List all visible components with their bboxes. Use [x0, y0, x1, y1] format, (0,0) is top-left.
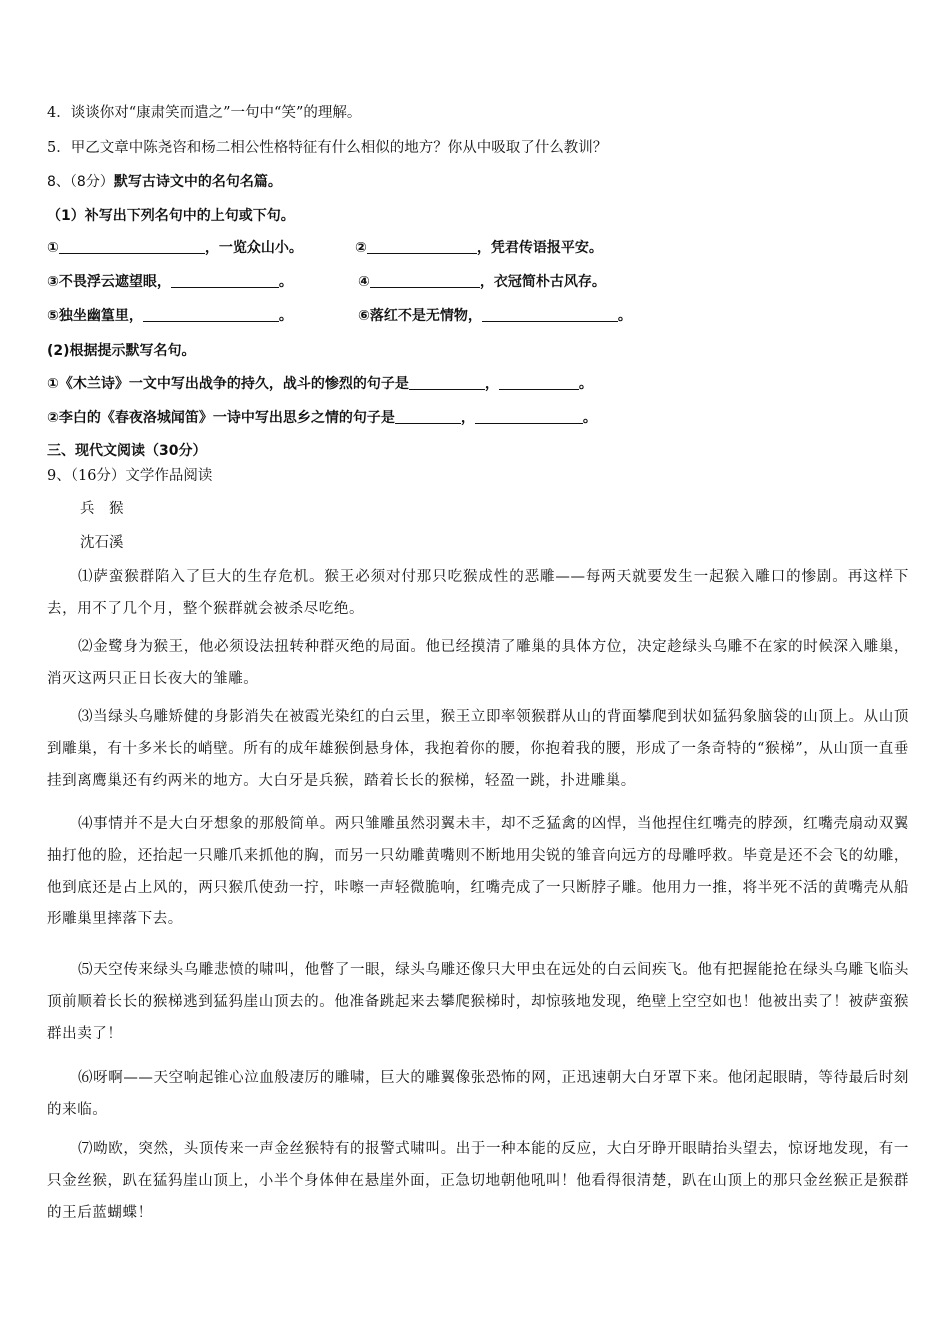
question-9-heading: 9、（16分）文学作品阅读 [47, 468, 213, 484]
question-8-sub1: （1）补写出下列名句中的上句或下句。 [47, 208, 295, 224]
question-5: 5．甲乙文章中陈尧咨和杨二相公性格特征有什么相似的地方？你从中吸取了什么教训？ [47, 140, 608, 156]
article-paragraph-7: ⑺呦欧，突然，头顶传来一声金丝猴特有的报警式啸叫。出于一种本能的反应，大白牙睁开眼睛抬头望去，惊讶地发现，有一只金丝猴，趴在猛犸崖山顶上，小半个身体伸在悬崖外面，正急切地朝他吼叫！他看得很清楚，趴在山顶上的那只金丝猴正是猴群的王后蓝蝴蝶！ [47, 1141, 909, 1221]
question-4: 4．谈谈你对“康肃笑而遣之”一句中“笑”的理解。 [47, 105, 362, 121]
article-paragraph-2: ⑵金鹭身为猴王，他必须设法扭转种群灭绝的局面。他已经摸清了雕巢的具体方位，决定趁绿头乌雕不在家的时候深入雕巢，消灭这两只正日长夜大的雏雕。 [47, 639, 909, 687]
question-8-sub2: (2)根据提示默写名句。 [47, 343, 196, 359]
fill-row-3 [47, 306, 910, 326]
fill-row-1 [47, 238, 910, 258]
blank-line[interactable] [367, 239, 477, 254]
fill-item-6: ⑥落红不是无情物， 。 [358, 308, 632, 324]
blank-line[interactable] [499, 375, 579, 390]
blank-line[interactable] [59, 239, 205, 254]
fill-item-3: ③不畏浮云遮望眼， 。 [47, 274, 293, 290]
article-author: 沈石溪 [80, 535, 124, 551]
article-paragraph-1: ⑴萨蛮猴群陷入了巨大的生存危机。猴王必须对付那只吃猴成性的恶雕——每两天就要发生一起猴入雕口的惨剧。再这样下去，用不了几个月，整个猴群就会被杀尽吃绝。 [47, 569, 909, 617]
question-8-number: 8、（8分） [47, 174, 114, 190]
article-paragraph-4: ⑷事情并不是大白牙想象的那般简单。两只雏雕虽然羽翼未丰，却不乏猛禽的凶悍，当他捏住红嘴壳的脖颈，红嘴壳扇动双翼抽打他的脸，还抬起一只雕爪来抓他的胸，而另一只幼雕黄嘴则不断地用尖锐的雏音向远方的母雕呼救。毕竟是还不会飞的幼雕，他到底还是占上风的，两只猴爪使劲一拧，咔嚓一声轻微脆响，红嘴壳成了一只断脖子雕。他用力一推，将半死不活的黄嘴壳从船形雕巢里摔落下去。 [47, 816, 909, 928]
fill-item-2: ② ，凭君传语报平安。 [355, 240, 603, 256]
question-8-heading [47, 172, 910, 192]
hint-row-1: ①《木兰诗》一文中写出战争的持久，战斗的惨烈的句子是 ， 。 [47, 376, 593, 392]
blank-line[interactable] [475, 409, 583, 424]
blank-line[interactable] [409, 375, 485, 390]
question-8-title: 默写古诗文中的名句名篇。 [113, 174, 282, 190]
article-paragraph-6: ⑹呀啊——天空响起锥心泣血般凄厉的雕啸，巨大的雕翼像张恐怖的网，正迅速朝大白牙罩下来。他闭起眼睛，等待最后时刻的来临。 [47, 1070, 909, 1118]
fill-item-5: ⑤独坐幽篁里， 。 [47, 308, 293, 324]
blank-line[interactable] [143, 307, 279, 322]
blank-line[interactable] [370, 273, 480, 288]
blank-line[interactable] [171, 273, 279, 288]
article-paragraph-5: ⑸天空传来绿头乌雕悲愤的啸叫，他瞥了一眼，绿头乌雕还像只大甲虫在远处的白云间疾飞。他有把握能抢在绿头乌雕飞临头顶前顺着长长的猴梯逃到猛犸崖山顶去的。他准备跳起来去攀爬猴梯时，却惊骇地发现，绝壁上空空如也！他被出卖了！被萨蛮猴群出卖了！ [47, 962, 909, 1042]
blank-line[interactable] [395, 409, 461, 424]
fill-row-2 [47, 272, 910, 292]
blank-line[interactable] [482, 307, 618, 322]
section-3-heading: 三、现代文阅读（30分） [47, 443, 207, 459]
fill-item-1: ① ，一览众山小。 [47, 240, 303, 256]
article-paragraph-3: ⑶当绿头乌雕矫健的身影消失在被霞光染红的白云里，猴王立即率领猴群从山的背面攀爬到状如猛犸象脑袋的山顶上。从山顶到雕巢，有十多米长的峭壁。所有的成年雄猴倒悬身体，我抱着你的腰，你抱着我的腰，形成了一条奇特的“猴梯”，从山顶一直垂挂到离鹰巢还有约两米的地方。大白牙是兵猴，踏着长长的猴梯，轻盈一跳，扑进雕巢。 [47, 709, 909, 789]
hint-row-2: ②李白的《春夜洛城闻笛》一诗中写出思乡之情的句子是 ， 。 [47, 410, 597, 426]
fill-item-4: ④ ，衣冠简朴古风存。 [358, 274, 606, 290]
article-title: 兵 猴 [80, 501, 124, 517]
